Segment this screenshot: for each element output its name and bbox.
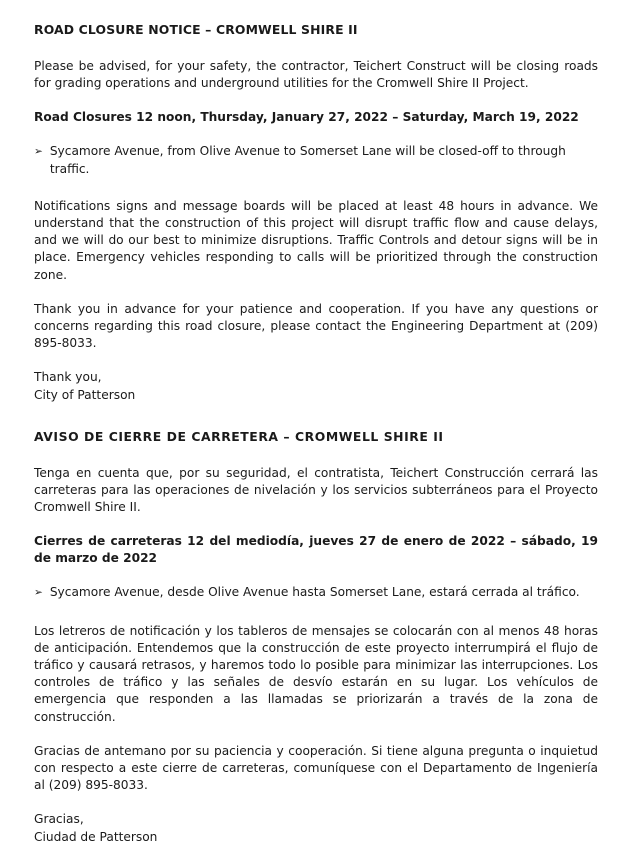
- english-section: [34, 22, 598, 404]
- english-intro-paragraph: Please be advised, for your safety, the contractor, Teichert Construct will be closing roads for grading operations and underground utilities for the Cromwell Shire II Project.: [34, 59, 598, 91]
- spacer: [34, 726, 598, 743]
- spanish-thanks-paragraph: Gracias de antemano por su paciencia y cooperación. Si tiene alguna pregunta o inquietud con respecto a este cierre de carreteras, comuníquese con el Departamento de Ingeniería al (209) 895-8033.: [34, 743, 598, 793]
- arrow-bullet-icon: ➢: [34, 586, 43, 599]
- spanish-section: [34, 429, 598, 846]
- spanish-notifications-paragraph: Los letreros de notificación y los tableros de mensajes se colocarán con al menos 48 horas de anticipación. Entendemos que la construcción de este proyecto interrumpirá el flujo de tráfico y causará retrasos, y haremos todo lo posible para minimizar las interrupciones. Los controles de tráfico y las señales de desvío estarán en su lugar. Los vehículos de emergencia que responden a las llamadas se priorizarán a través de la zona de construcción.: [34, 623, 598, 724]
- spacer: [34, 794, 598, 811]
- spacer: [34, 126, 598, 143]
- english-signoff-line-2: City of Patterson: [34, 387, 136, 402]
- english-closure-bullet-text: Sycamore Avenue, from Olive Avenue to Somerset Lane will be closed-off to through traffic.: [49, 144, 566, 176]
- spacer: [34, 603, 598, 623]
- english-closure-dates-heading: Road Closures 12 noon, Thursday, January 27, 2022 – Saturday, March 19, 2022: [34, 110, 579, 125]
- spacer: [34, 567, 598, 584]
- spacer: [34, 92, 598, 109]
- spacer: [34, 178, 598, 198]
- spanish-signoff-line-1: Gracias,: [34, 812, 84, 827]
- english-notifications-paragraph: Notifications signs and message boards will be placed at least 48 hours in advance. We understand that the construction of this project will disrupt traffic flow and cause delays, and we will do our best to minimize disruptions. Traffic Controls and detour signs will be in place. Emergency vehicles responding to calls will be prioritized through the construction zone.: [34, 198, 598, 282]
- spacer: [34, 352, 598, 369]
- spanish-signoff-line-2: Ciudad de Patterson: [34, 829, 158, 844]
- spanish-intro-paragraph: Tenga en cuenta que, por su seguridad, el contratista, Teichert Construcción cerrará las carreteras para las operaciones de nivelación y los servicios subterráneos para el Proyecto Cromwell Shire II.: [34, 465, 598, 515]
- english-thanks-paragraph: Thank you in advance for your patience and cooperation. If you have any questions or concerns regarding this road closure, please contact the Engineering Department at (209) 895-8033.: [34, 301, 598, 351]
- spacer: [34, 38, 598, 58]
- spanish-closure-bullet-item: [34, 584, 598, 602]
- english-closure-bullet-item: [34, 143, 598, 177]
- spacer: [34, 516, 598, 533]
- section-spacer: [34, 404, 598, 429]
- spanish-closure-dates-heading: Cierres de carreteras 12 del mediodía, jueves 27 de enero de 2022 – sábado, 19 de marzo de 2022: [34, 534, 598, 566]
- english-signoff-line-1: Thank you,: [34, 370, 102, 385]
- arrow-bullet-icon: ➢: [34, 145, 43, 158]
- english-title: ROAD CLOSURE NOTICE – CROMWELL SHIRE II: [34, 22, 358, 37]
- document-body: [34, 22, 598, 846]
- spacer: [34, 445, 598, 465]
- spanish-title: AVISO DE CIERRE DE CARRETERA – CROMWELL SHIRE II: [34, 428, 444, 444]
- spanish-closure-bullet-text: Sycamore Avenue, desde Olive Avenue hasta Somerset Lane, estará cerrada al tráfico.: [49, 585, 580, 600]
- spacer: [34, 284, 598, 301]
